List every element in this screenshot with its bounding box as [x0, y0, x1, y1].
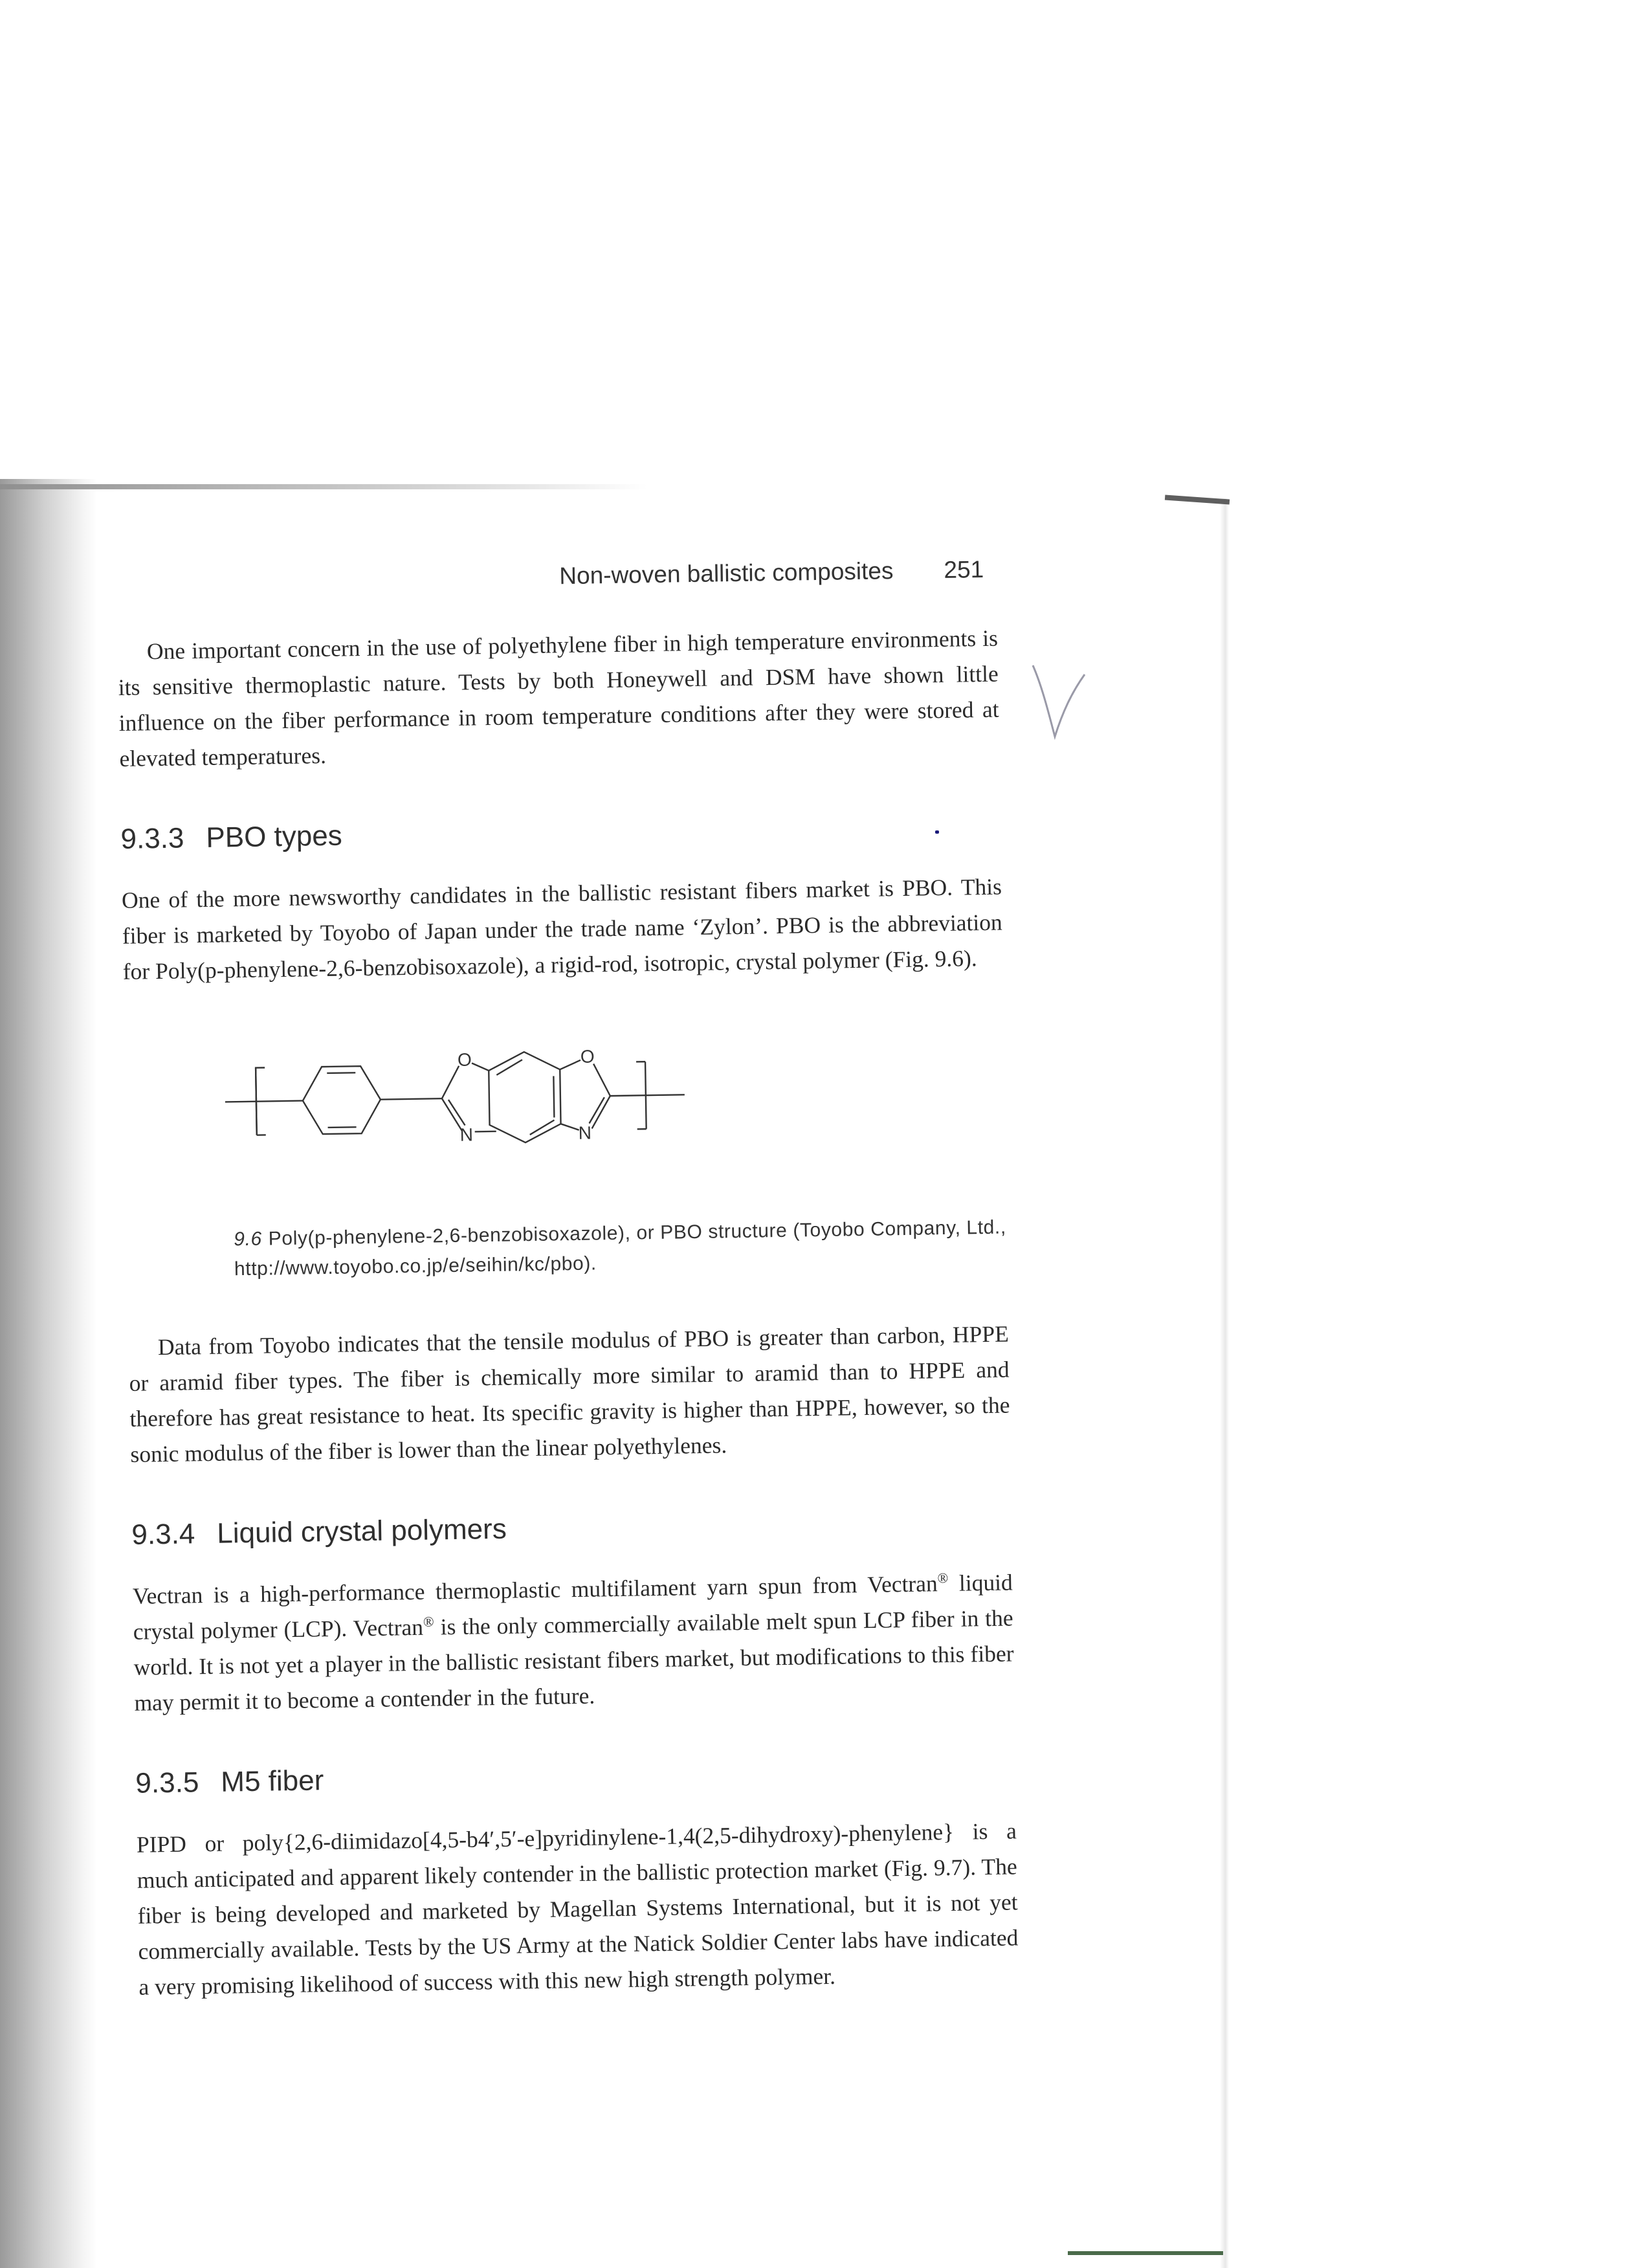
- vectran-text-c: is the only commercially available melt spun LCP fiber in the world. It is not yet a player in the ballistic resistant fibers market, but modifications to this fiber may permit it to become a contender in the future.: [133, 1605, 1014, 1716]
- figure-caption-text: Poly(p-phenylene-2,6-benzobisoxazole), or PBO structure (Toyobo Company, Ltd., http://www.toyobo.co.jp/e/seihin/kc/pbo).: [234, 1216, 1007, 1280]
- handwritten-check-mark: [1029, 660, 1087, 744]
- figure-number: 9.6: [234, 1228, 263, 1251]
- atom-oxygen-left: O: [457, 1049, 472, 1070]
- paragraph-pbo-intro: One of the more newsworthy candidates in the ballistic resistant fibers market is PBO. This fiber is marketed by Toyobo of Japan under the trade name ‘Zylon’. PBO is the abbreviation for Poly(p-phenylene-2,6-benzobisoxazole), a rigid-rod, isotropic, crystal polymer (Fig. 9.6).: [121, 873, 1003, 984]
- book-page: [116, 556, 1019, 2005]
- atom-oxygen-right: O: [580, 1046, 595, 1067]
- section-heading-9-3-3: [120, 810, 1001, 856]
- page-number: 251: [944, 555, 984, 583]
- figure-pbo-structure: [124, 1025, 1006, 1188]
- scan-page-edge-top: [0, 484, 647, 489]
- paragraph-polyethylene-concern: One important concern in the use of polyethylene fiber in high temperature environments is its sensitive thermoplastic nature. Tests by both Honeywell and DSM have shown little influence on the fiber performance in room temperature conditions after they were stored at elevated temperatures.: [118, 625, 999, 772]
- scan-edge-mark: [1165, 495, 1230, 505]
- atom-nitrogen-left: N: [459, 1124, 474, 1145]
- scan-shadow-left: [0, 479, 97, 2268]
- section-number: 9.3.3: [120, 822, 184, 855]
- pbo-structure-diagram: [217, 1029, 751, 1186]
- registered-mark: ®: [937, 1570, 949, 1586]
- section-title: M5 fiber: [220, 1764, 324, 1798]
- vectran-text-b: liquid crystal polymer (LCP). Vectran: [133, 1569, 1013, 1645]
- running-head: [116, 556, 997, 597]
- section-title: PBO types: [206, 819, 343, 854]
- atom-nitrogen-right: N: [578, 1122, 592, 1143]
- paragraph-vectran: [132, 1564, 1014, 1720]
- running-title: Non-woven ballistic composites: [559, 557, 894, 590]
- scan-page-edge-right: [1220, 498, 1229, 2268]
- paragraph-m5-fiber: PIPD or poly{2,6-diimidazo[4,5-b4′,5′-e]pyridinylene-1,4(2,5-dihydroxy)-phenylene} is a much anticipated and apparent likely contender in the ballistic protection market (Fig. 9.7). The fiber is being developed and marketed by Magellan Systems International, but it is not yet commercially available. Tests by the US Army at the Natick Soldier Center labs have indicated a very promising likelihood of success with this new high strength polymer.: [136, 1818, 1019, 2000]
- section-heading-9-3-4: [131, 1505, 1012, 1551]
- vectran-text-a: Vectran is a high-performance thermoplastic multifilament yarn spun from Vectran: [132, 1570, 938, 1609]
- section-number: 9.3.4: [131, 1518, 195, 1551]
- section-title: Liquid crystal polymers: [216, 1513, 507, 1550]
- scan-edge-bottom: [1068, 2251, 1223, 2255]
- section-number: 9.3.5: [135, 1766, 199, 1799]
- paragraph-toyobo-data: Data from Toyobo indicates that the tensile modulus of PBO is greater than carbon, HPPE or aramid fiber types. The fiber is chemically more similar to aramid than to HPPE and therefore has great resistance to heat. Its specific gravity is higher than HPPE, however, so the sonic modulus of the fiber is lower than the linear polyethylenes.: [129, 1320, 1010, 1467]
- registered-mark: ®: [423, 1613, 434, 1630]
- figure-caption: [234, 1213, 1008, 1285]
- section-heading-9-3-5: [135, 1753, 1016, 1799]
